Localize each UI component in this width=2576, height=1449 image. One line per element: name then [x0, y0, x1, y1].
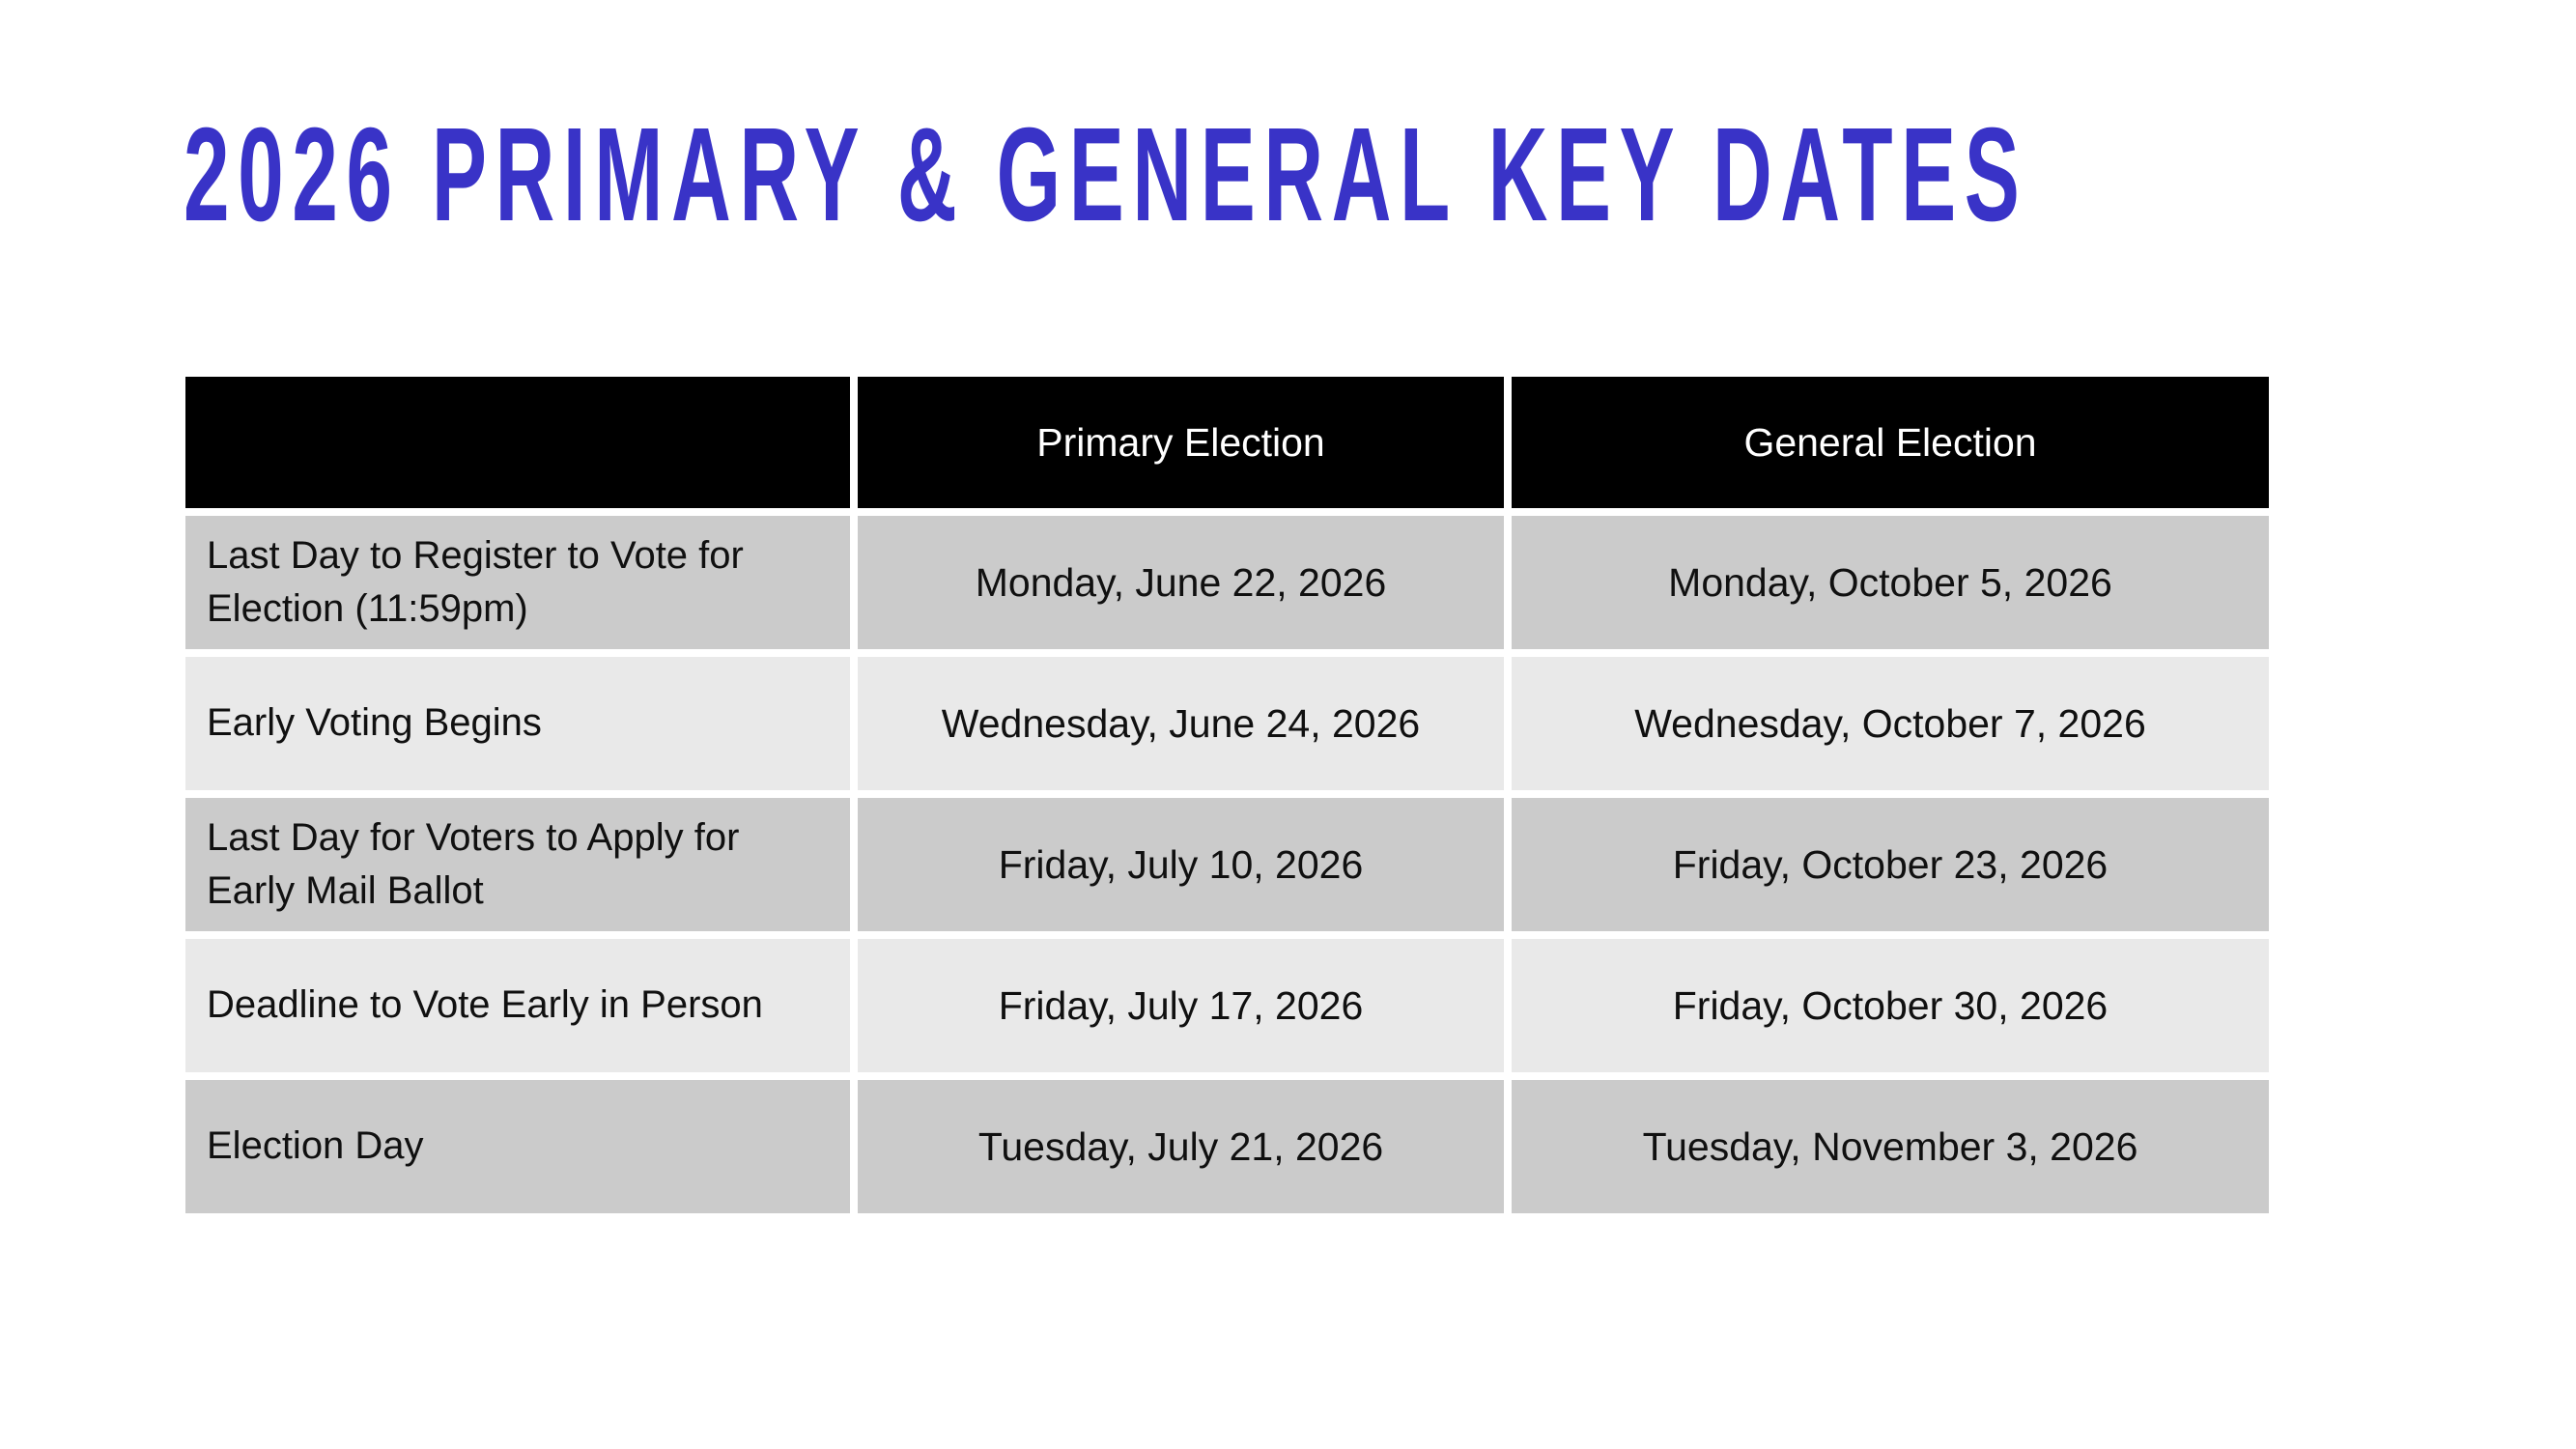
key-dates-table	[185, 377, 2269, 1213]
general-date-mail-ballot-apply-deadline: Friday, October 23, 2026	[1512, 798, 2269, 931]
general-date-register-deadline: Monday, October 5, 2026	[1512, 516, 2269, 649]
primary-date-register-deadline: Monday, June 22, 2026	[858, 516, 1504, 649]
row-label-register-deadline: Last Day to Register to Vote for Election (11:59pm)	[185, 516, 850, 649]
row-label-election-day: Election Day	[185, 1080, 850, 1213]
primary-date-mail-ballot-apply-deadline: Friday, July 10, 2026	[858, 798, 1504, 931]
table-header-general-election: General Election	[1512, 377, 2269, 508]
primary-date-vote-early-in-person-deadline: Friday, July 17, 2026	[858, 939, 1504, 1072]
row-label-early-voting-begins: Early Voting Begins	[185, 657, 850, 790]
table-header-empty	[185, 377, 850, 508]
general-date-election-day: Tuesday, November 3, 2026	[1512, 1080, 2269, 1213]
primary-date-election-day: Tuesday, July 21, 2026	[858, 1080, 1504, 1213]
primary-date-early-voting-begins: Wednesday, June 24, 2026	[858, 657, 1504, 790]
table-header-primary-election: Primary Election	[858, 377, 1504, 508]
row-label-vote-early-in-person-deadline: Deadline to Vote Early in Person	[185, 939, 850, 1072]
row-label-mail-ballot-apply-deadline: Last Day for Voters to Apply for Early Mail Ballot	[185, 798, 850, 931]
general-date-vote-early-in-person-deadline: Friday, October 30, 2026	[1512, 939, 2269, 1072]
general-date-early-voting-begins: Wednesday, October 7, 2026	[1512, 657, 2269, 790]
page-title: 2026 PRIMARY & GENERAL KEY DATES	[184, 100, 2028, 249]
